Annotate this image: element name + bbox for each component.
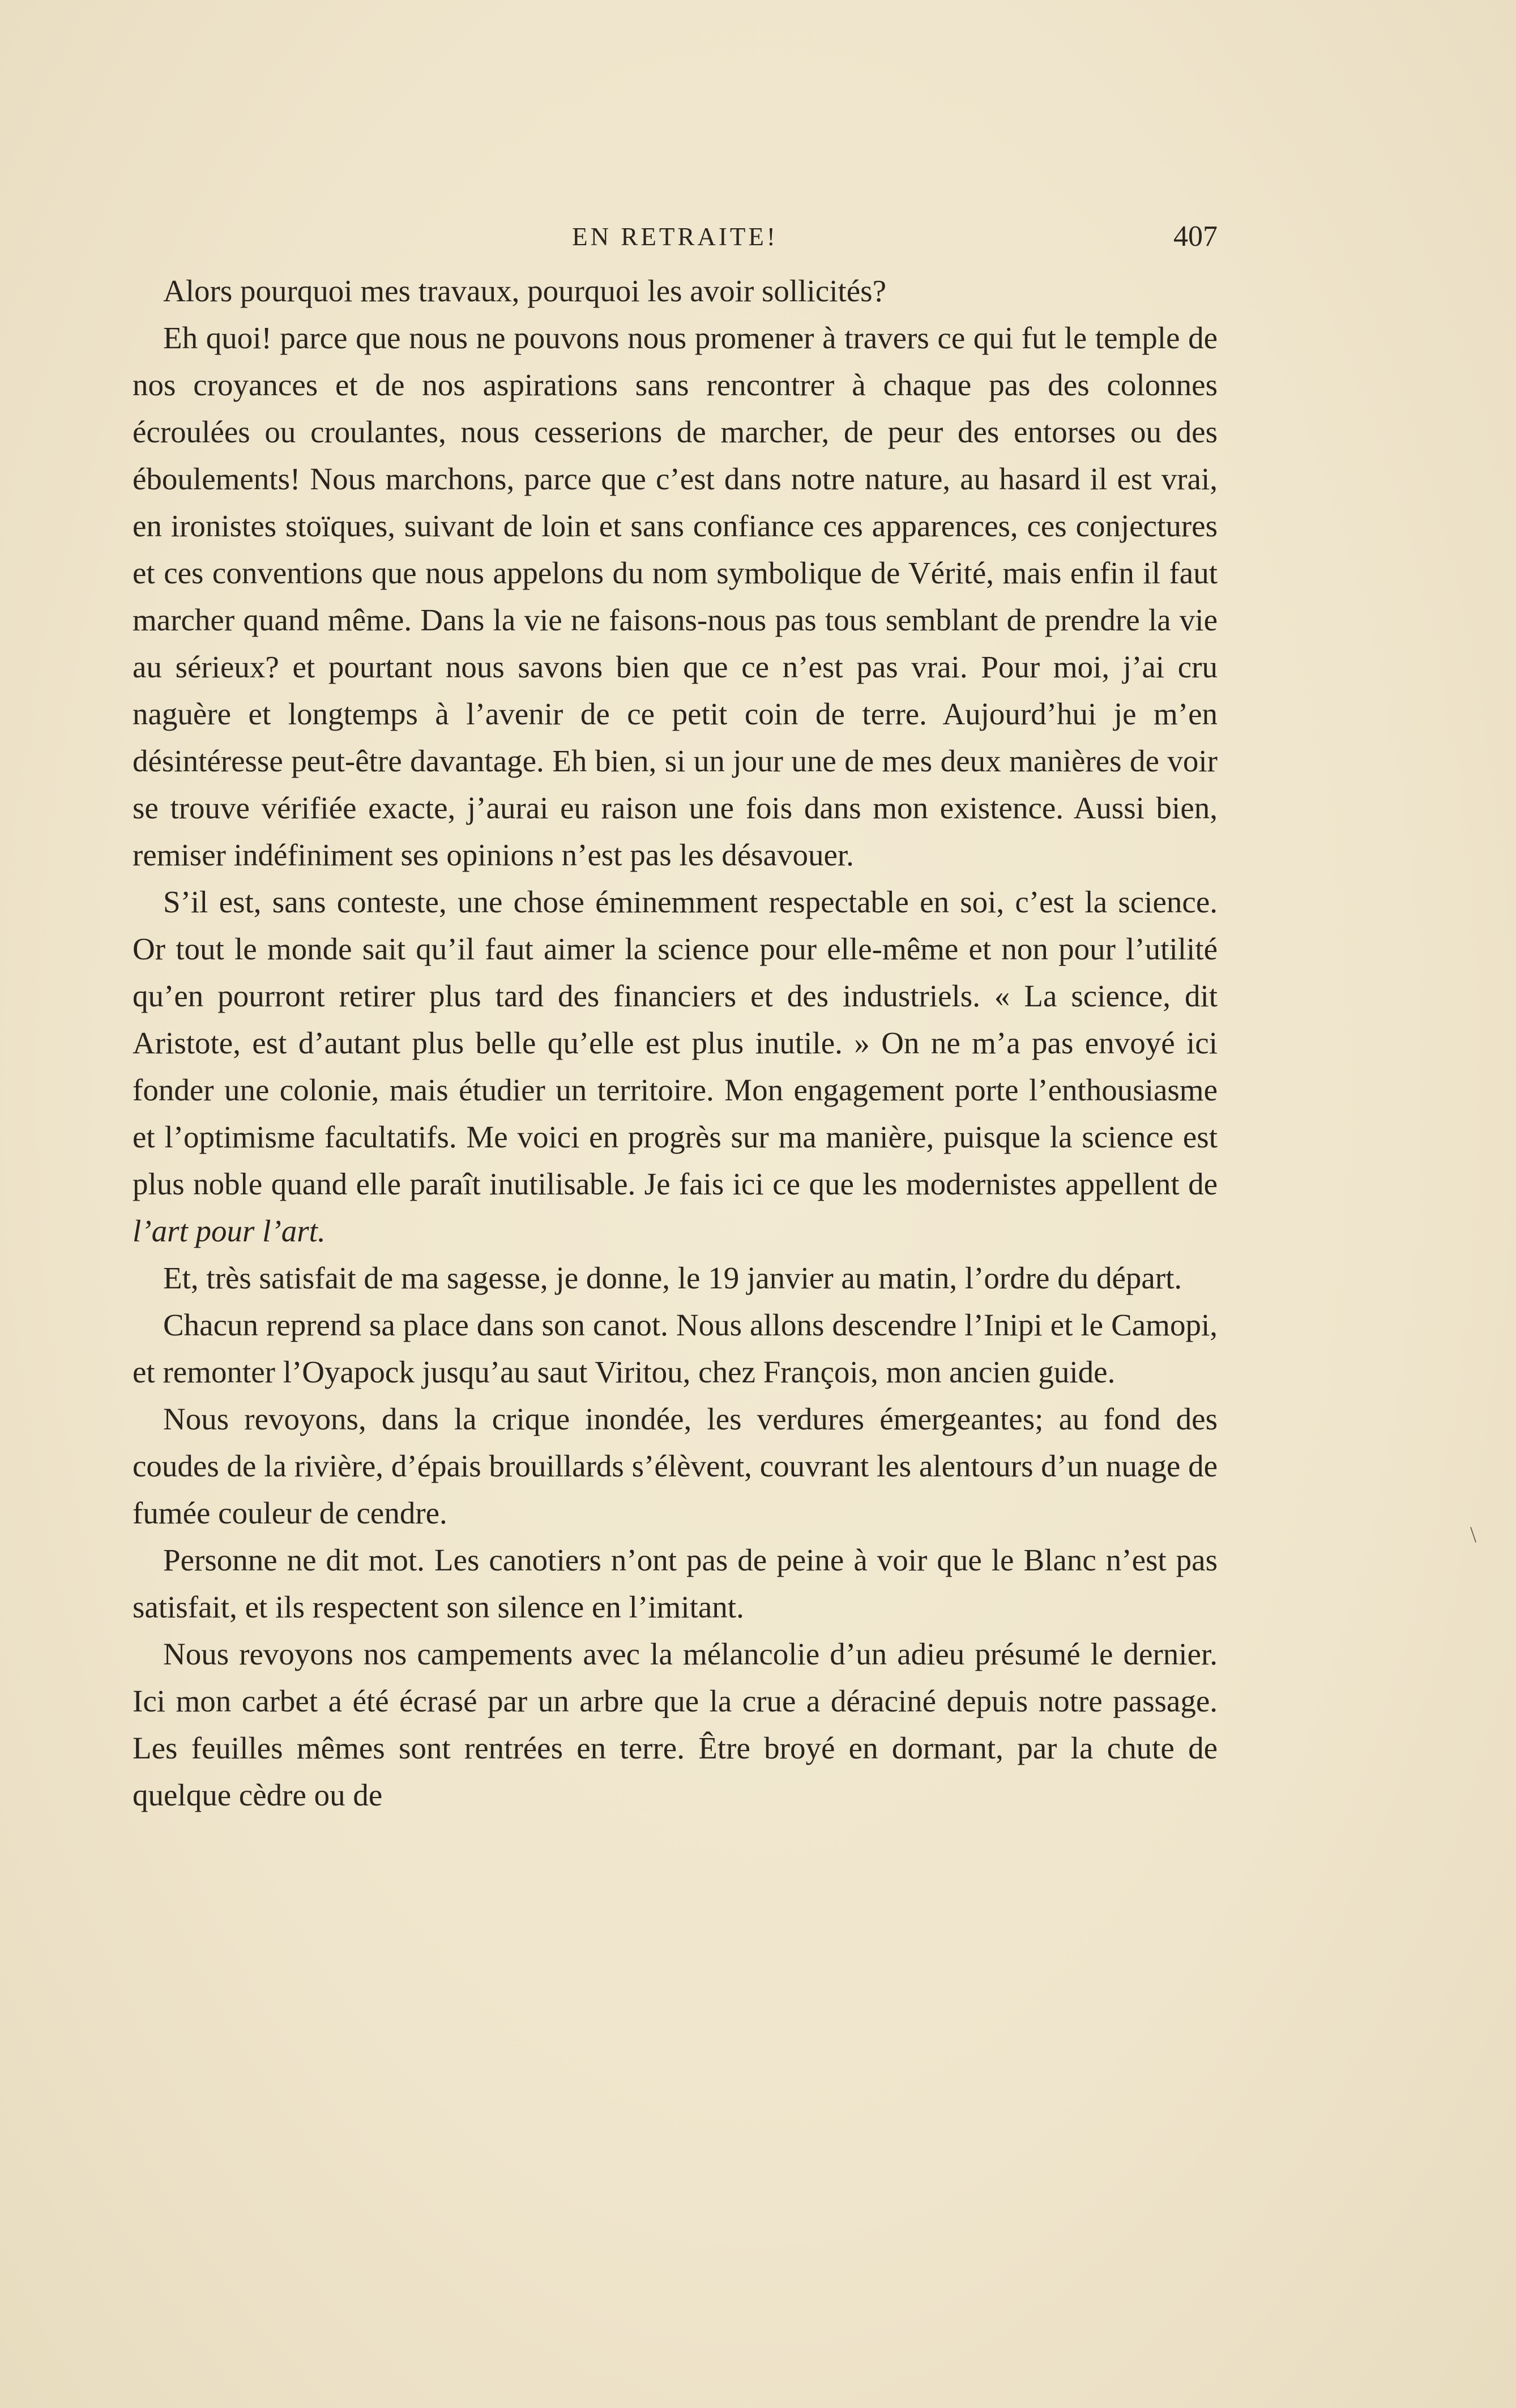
running-head xyxy=(133,220,1218,254)
paragraph-2: Eh quoi! parce que nous ne pouvons nous promener à travers ce qui fut le temple de nos croyances et de nos aspirations sans rencontrer à chaque pas des colonnes écroulées ou croulantes, nous cesserions de marcher, de peur des entorses ou des éboulements! Nous marchons, parce que c’est dans notre nature, au hasard il est vrai, en ironistes stoïques, suivant de loin et sans confiance ces apparences, ces conjectures et ces conventions que nous appelons du nom symbolique de Vérité, mais enfin il faut marcher quand même. Dans la vie ne faisons-nous pas tous semblant de prendre la vie au sérieux? et pourtant nous savons bien que ce n’est pas vrai. Pour moi, j’ai cru naguère et longtemps à l’avenir de ce petit coin de terre. Aujourd’hui je m’en désintéresse peut-être davantage. Eh bien, si un jour une de mes deux manières de voir se trouve vérifiée exacte, j’aurai eu raison une fois dans mon existence. Aussi bien, remiser indéfiniment ses opinions n’est pas les désavouer. xyxy=(133,321,1218,872)
paragraph-5: Chacun reprend sa place dans son canot. Nous allons descendre l’Inipi et le Camopi, et remonter l’Oyapock jusqu’au saut Viritou, chez François, mon ancien guide. xyxy=(133,1308,1218,1389)
paragraph-6: Nous revoyons, dans la crique inondée, les verdures émergeantes; au fond des coudes de la rivière, d’épais brouillards s’élèvent, couvrant les alentours d’un nuage de fumée couleur de cendre. xyxy=(133,1402,1218,1530)
paragraph-3-italic: l’art pour l’art. xyxy=(133,1214,326,1248)
body-text xyxy=(133,267,1218,1818)
paragraph-7: Personne ne dit mot. Les canotiers n’ont pas de peine à voir que le Blanc n’est pas satisfait, et ils respectent son silence en l’imitant. xyxy=(133,1543,1218,1624)
page-number: 407 xyxy=(1173,220,1218,253)
margin-speck: \ xyxy=(1470,1522,1477,1547)
running-title: EN RETRAITE! xyxy=(572,223,778,251)
paragraph-8: Nous revoyons nos campements avec la mélancolie d’un adieu présumé le dernier. Ici mon carbet a été écrasé par un arbre que la crue a déraciné depuis notre passage. Les feuilles mêmes sont rentrées en terre. Être broyé en dormant, par la chute de quelque cèdre ou de xyxy=(133,1637,1218,1812)
paragraph-1: Alors pourquoi mes travaux, pourquoi les avoir sollicités? xyxy=(163,274,886,308)
paragraph-3 xyxy=(133,878,1218,1254)
paragraph-4: Et, très satisfait de ma sagesse, je donne, le 19 janvier au matin, l’ordre du départ. xyxy=(163,1261,1182,1295)
paragraph-3-text: S’il est, sans conteste, une chose éminemment respectable en soi, c’est la science. Or tout le monde sait qu’il faut aimer la science pour elle-même et non pour l’utilité qu’en pourront retirer plus tard des financiers et des industriels. « La science, dit Aristote, est d’autant plus belle qu’elle est plus inutile. » On ne m’a pas envoyé ici fonder une colonie, mais étudier un territoire. Mon engagement porte l’enthousiasme et l’optimisme facultatifs. Me voici en progrès sur ma manière, puisque la science est plus noble quand elle paraît inutilisable. Je fais ici ce que les modernistes appellent de xyxy=(133,885,1218,1201)
